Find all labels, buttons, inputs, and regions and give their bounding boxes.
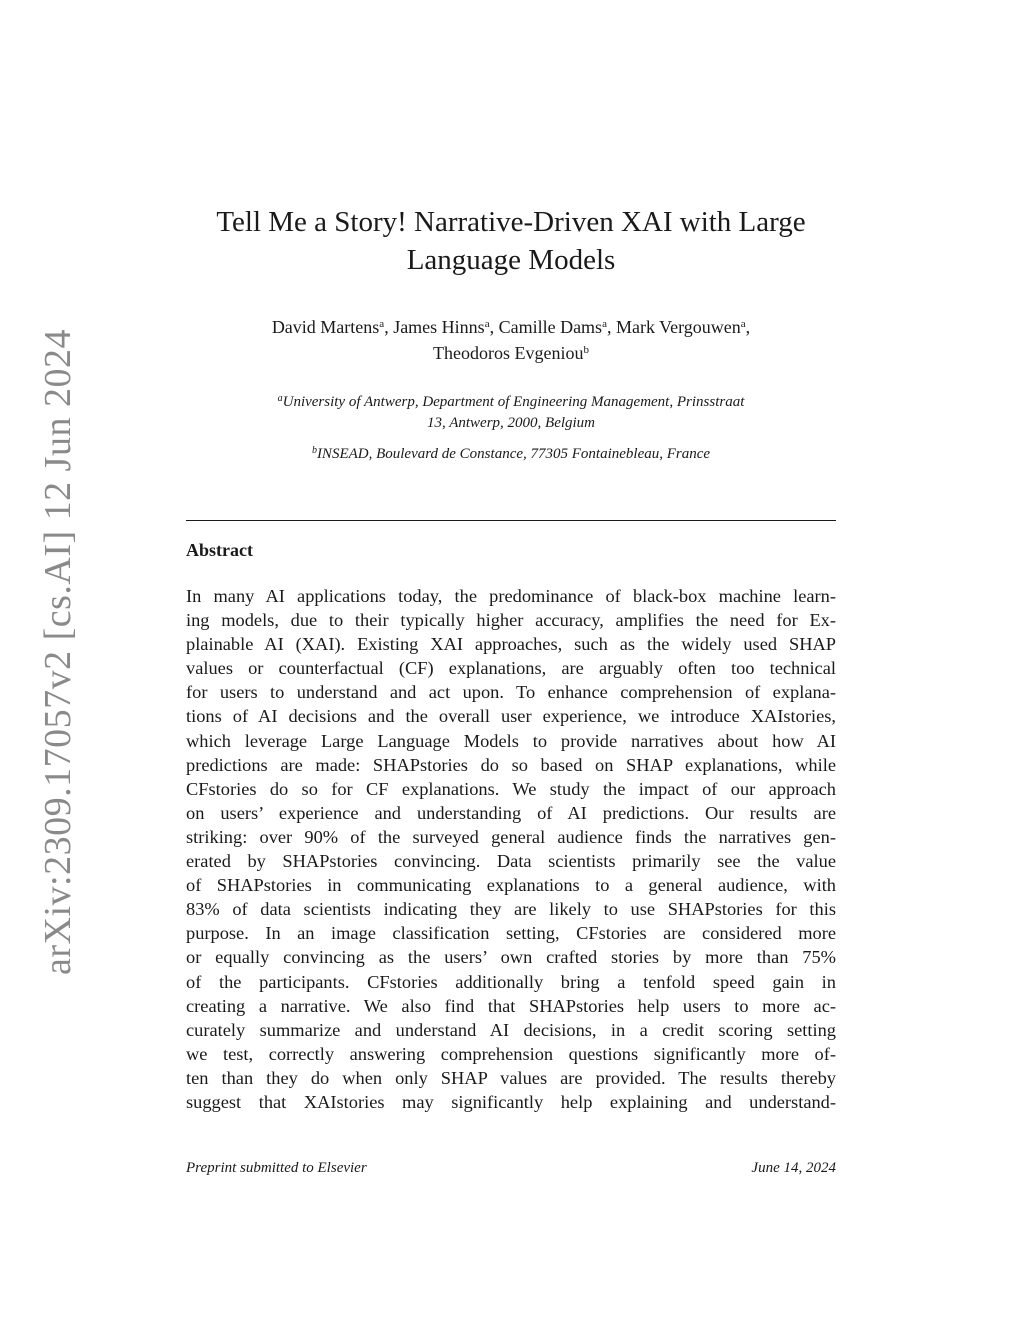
abstract-line: curately summarize and understand AI decisions, in a credit scoring setting: [186, 1019, 836, 1040]
author-affiliation-mark: a: [379, 318, 385, 330]
horizontal-rule: [186, 520, 836, 521]
abstract-line: ing models, due to their typically higher accuracy, amplifies the need for Ex-: [186, 610, 836, 631]
affiliation-b: [186, 444, 836, 465]
abstract-line: which leverage Large Language Models to provide narratives about how AI: [186, 730, 836, 751]
author-affiliation-mark: a: [740, 318, 746, 330]
abstract-line: ten than they do when only SHAP values are provided. The results thereby: [186, 1067, 836, 1088]
footer-date: June 14, 2024: [751, 1160, 836, 1176]
abstract-line: on users’ experience and understanding of AI predictions. Our results are: [186, 802, 836, 823]
affiliation-a-line-2: 13, Antwerp, 2000, Belgium: [426, 415, 596, 431]
abstract-line: for users to understand and act upon. To enhance comprehension of explana-: [186, 682, 836, 703]
abstract-line: of the participants. CFstories additionally bring a tenfold speed gain in: [186, 971, 836, 992]
abstract-line: predictions are made: SHAPstories do so based on SHAP explanations, while: [186, 754, 836, 775]
abstract-line: of SHAPstories in communicating explanations to a general audience, with: [186, 875, 836, 896]
author-name: David Martens: [271, 317, 380, 337]
abstract-line: 83% of data scientists indicating they are likely to use SHAPstories for this: [186, 899, 836, 920]
abstract-heading: Abstract: [186, 540, 253, 560]
abstract-body: [186, 584, 836, 1114]
affiliation-b-line-1: INSEAD, Boulevard de Constance, 77305 Fontainebleau, France: [316, 446, 711, 462]
abstract-line: suggest that XAIstories may significantly help explaining and understand-: [186, 1091, 836, 1112]
author-affiliation-mark: b: [583, 344, 589, 356]
abstract-line: CFstories do so for CF explanations. We study the impact of our approach: [186, 778, 836, 799]
abstract-line: creating a narrative. We also find that SHAPstories help users to more ac-: [186, 995, 836, 1016]
title-line-1: Tell Me a Story! Narrative-Driven XAI with Large: [216, 206, 806, 238]
affiliation-a-line-1: University of Antwerp, Department of Engineering Management, Prinsstraat: [282, 394, 745, 410]
abstract-line: values or counterfactual (CF) explanations, are arguably often too technical: [186, 658, 836, 679]
title-line-2: Language Models: [406, 244, 616, 276]
arxiv-identifier-stamp: arXiv:2309.17057v2 [cs.AI] 12 Jun 2024: [37, 329, 79, 975]
abstract-line: plainable AI (XAI). Existing XAI approaches, such as the widely used SHAP: [186, 634, 836, 655]
abstract-line: erated by SHAPstories convincing. Data scientists primarily see the value: [186, 851, 836, 872]
affiliation-mark: a: [277, 393, 283, 404]
author-affiliation-mark: a: [602, 318, 607, 330]
author-name: Theodoros Evgeniou: [433, 343, 584, 363]
abstract-line: tions of AI decisions and the overall user experience, we introduce XAIstories,: [186, 706, 836, 727]
paper-title: [186, 203, 836, 279]
abstract-line: or equally convincing as the users’ own crafted stories by more than 75%: [186, 947, 836, 968]
affiliation-a: [186, 392, 836, 434]
footer-preprint-note: Preprint submitted to Elsevier: [186, 1160, 367, 1176]
affiliation-mark: b: [311, 445, 317, 456]
abstract-line: In many AI applications today, the predominance of black-box machine learn-: [186, 586, 836, 606]
author-name: Mark Vergouwen: [615, 317, 741, 337]
author-name: James Hinns: [393, 317, 485, 337]
author-affiliation-mark: a: [484, 318, 490, 330]
author-list: David Martens$^a$, James Hinns$^a$, Camille Dams$^a$, Mark Vergouwen$^a$, Theodoros Evgeniou$^b$: [271, 317, 751, 363]
abstract-line: we test, correctly answering comprehension questions significantly more of-: [186, 1043, 836, 1064]
abstract-line: purpose. In an image classification setting, CFstories are considered more: [186, 923, 836, 944]
author-name: Camille Dams: [498, 317, 603, 337]
abstract-line: striking: over 90% of the surveyed general audience finds the narratives gen-: [186, 826, 836, 847]
